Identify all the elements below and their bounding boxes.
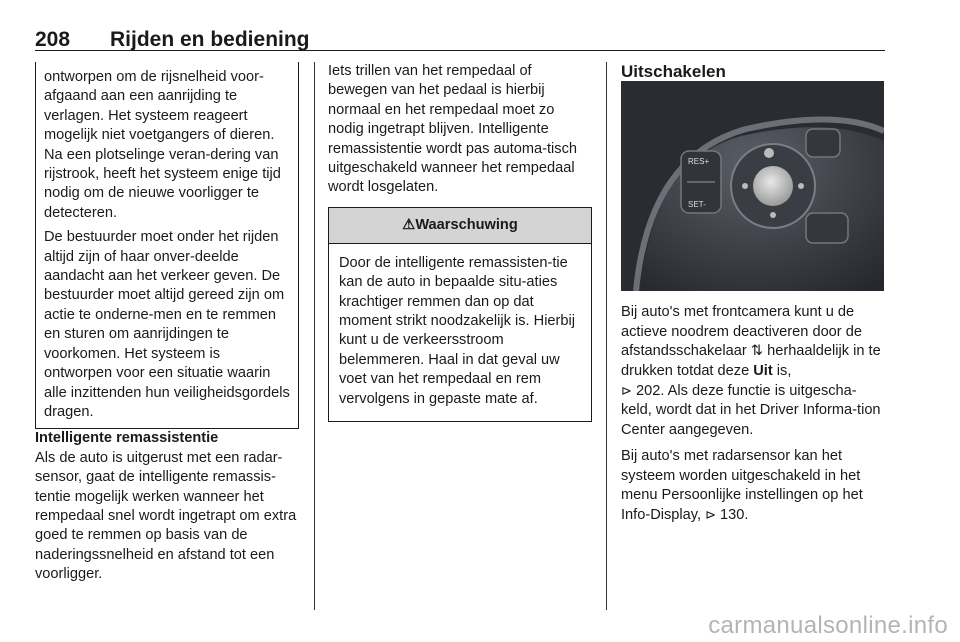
warning-continued-paragraph: ontworpen om de rijsnelheid voor-afgaand aan een aanrijding te verlagen. Het systeem reageert mogelijk niet voetgangers of dieren. Na een plotselinge veran-dering van rijstrook, heeft het systeem enige tijd nodig om de nieuwe voorligger te detecteren. bbox=[44, 69, 281, 221]
cross-reference-icon: ⊳ bbox=[621, 383, 632, 399]
warning-driver-paragraph: De bestuurder moet onder het rijden altijd zijn of haar onver-deelde aandacht aan het verkeer geven. De bestuurder moet altijd gereed zijn om actie te onderne-men en te remmen en sturen om aanrijdingen te voorkomen. Het systeem is ontworpen voor een situatie waarin alle inzittenden hun veiligheidsgordels dragen. bbox=[44, 229, 290, 420]
front-camera-text-4: . Als deze functie is uitgescha-keld, wordt dat in het Driver Informa-tion Center aangegeven. bbox=[621, 383, 881, 438]
pedal-vibration-paragraph: Iets trillen van het rempedaal of bewegen van het pedaal is hierbij normaal en het rempedaal moet zo nodig ingetrapt blijven. Intelligente remassistentie wordt pas automa-tisch uitgeschakeld wanneer het rempedaal wordt losgelaten. bbox=[328, 63, 578, 196]
column-2 bbox=[328, 62, 592, 422]
disable-heading: Uitschakelen bbox=[621, 62, 726, 81]
voice-button bbox=[806, 129, 840, 157]
column-divider-2 bbox=[606, 62, 607, 610]
cross-reference-page[interactable]: 202 bbox=[635, 383, 661, 400]
off-label: Uit bbox=[753, 362, 773, 379]
warning-box bbox=[328, 207, 592, 422]
page-header bbox=[35, 28, 885, 50]
radar-sensor-text-end: . bbox=[744, 507, 749, 524]
header-rule bbox=[35, 50, 885, 51]
set-label: SET- bbox=[688, 200, 706, 210]
steering-wheel-controls-image bbox=[621, 81, 884, 291]
intelligent-brake-assist-body: Als de auto is uitgerust met een radar-sensor, gaat de intelligente remassis-tentie mogelijk werken wanneer het rempedaal snel wordt ingetrapt om extra goed te remmen op basis van de naderingssnelheid en afstand tot een voorligger. bbox=[35, 449, 297, 583]
continued-warning-box bbox=[35, 62, 299, 429]
warning-title: Waarschuwing bbox=[415, 216, 518, 233]
cross-reference-page[interactable]: 130 bbox=[720, 507, 745, 524]
front-camera-paragraph bbox=[621, 303, 885, 440]
distance-switch-icon: ⇅ bbox=[750, 343, 764, 360]
center-knob bbox=[753, 166, 793, 206]
warning-text: Door de intelligente remassisten-tie kan de auto in bepaalde situ-aties krachtiger remmen dan op dat moment strikt noodzakelijk is. Hierbij kunt u de verkeersstroom belemmeren. Haal in dat geval uw voet van het rempedaal en rem vervolgens in gepaste mate af. bbox=[339, 254, 576, 407]
watermark: carmanualsonline.info bbox=[708, 612, 948, 639]
column-divider-1 bbox=[314, 62, 315, 610]
warning-header bbox=[329, 208, 591, 244]
front-camera-text-2: herhaaldelijk in te drukken totdat deze bbox=[621, 343, 881, 379]
res-label: RES+ bbox=[688, 157, 710, 167]
front-camera-text-1: Bij auto's met frontcamera kunt u de actieve noodrem deactiveren door de afstandsschakelaar bbox=[621, 304, 862, 360]
intelligent-brake-assist-heading: Intelligente remassistentie bbox=[35, 430, 219, 447]
phone-button bbox=[806, 213, 848, 243]
cross-reference-icon: ⊳ bbox=[705, 507, 716, 523]
front-camera-text-3: is, bbox=[772, 362, 792, 379]
column-3 bbox=[621, 62, 885, 526]
page-number: 208 bbox=[35, 28, 71, 51]
warning-triangle-icon: ⚠ bbox=[402, 216, 416, 233]
radar-sensor-paragraph bbox=[621, 447, 885, 526]
distance-icon bbox=[764, 148, 774, 158]
column-1 bbox=[35, 62, 299, 585]
radar-sensor-text: Bij auto's met radarsensor kan het systeem worden uitgeschakeld in het menu Persoonlijke instellingen op het Info-Display, bbox=[621, 448, 863, 524]
section-title: Rijden en bediening bbox=[110, 28, 310, 51]
